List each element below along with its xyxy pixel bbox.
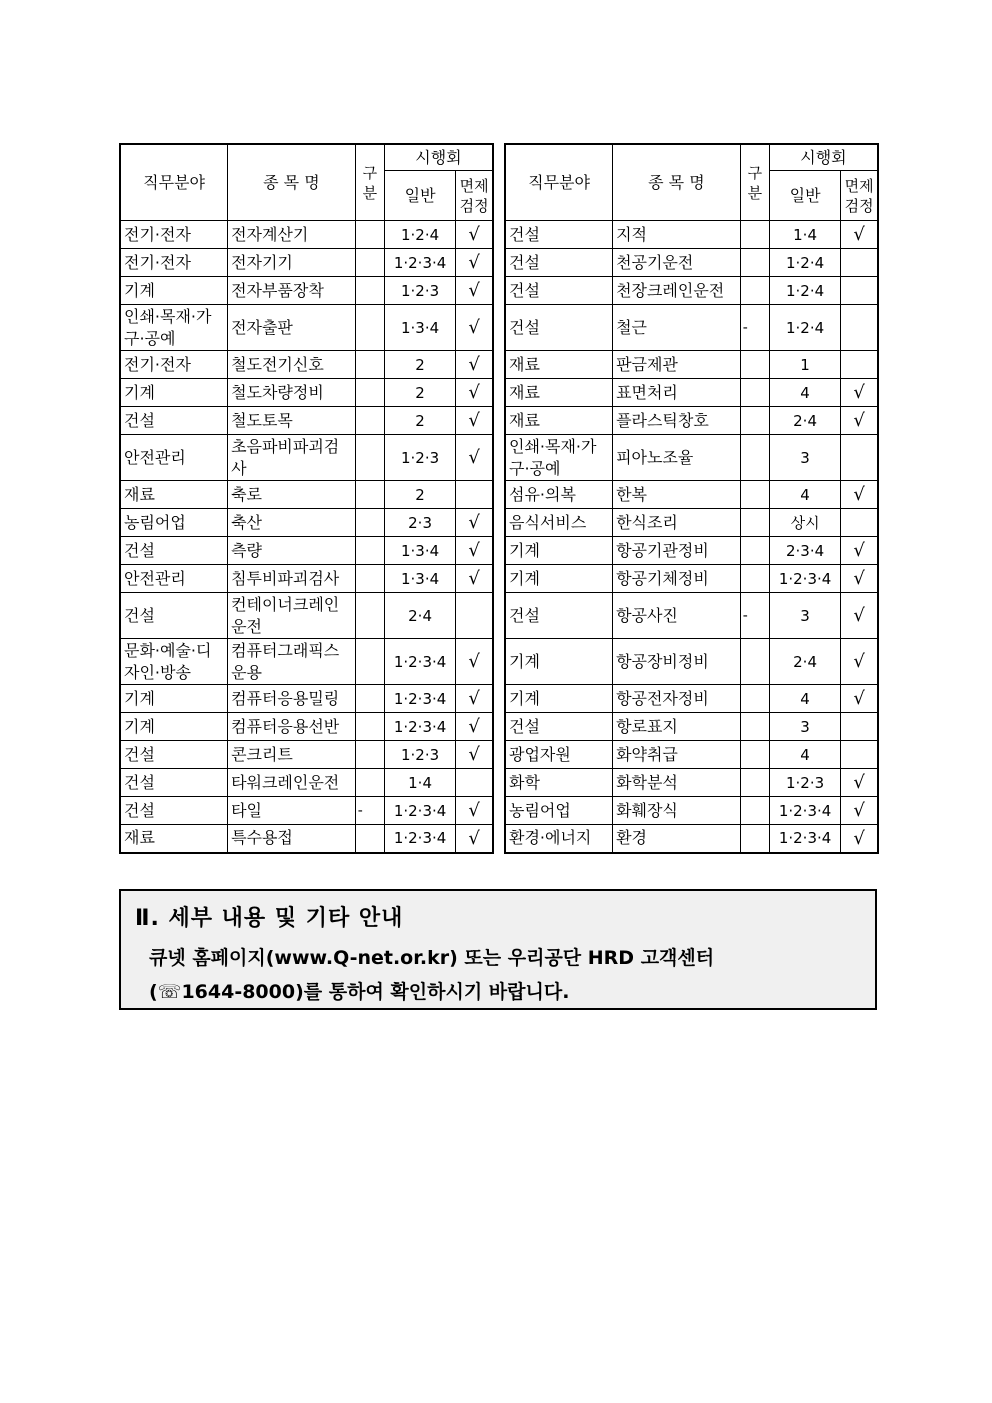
- item-cell: 항공기관정비: [613, 537, 741, 565]
- item-cell: 항공기체정비: [613, 565, 741, 593]
- exempt-cell: √: [841, 221, 878, 249]
- exempt-cell: √: [456, 639, 493, 685]
- general-cell: 1·2·3·4: [769, 797, 840, 825]
- exempt-cell: √: [456, 277, 493, 305]
- exempt-cell: √: [456, 407, 493, 435]
- gubun-cell: [355, 407, 384, 435]
- table-row: [120, 565, 493, 593]
- header-item: 종 목 명: [228, 144, 356, 221]
- general-cell: 3: [769, 435, 840, 481]
- header-session: 시행회: [384, 144, 493, 171]
- item-cell: 침투비파괴검사: [228, 565, 356, 593]
- general-cell: 1·3·4: [384, 565, 455, 593]
- exempt-cell: [841, 249, 878, 277]
- general-cell: 4: [769, 379, 840, 407]
- item-cell: 전자부품장착: [228, 277, 356, 305]
- item-cell: 피아노조율: [613, 435, 741, 481]
- exempt-cell: √: [841, 593, 878, 639]
- table-row: [505, 741, 878, 769]
- field-cell: 건설: [120, 741, 228, 769]
- item-cell: 축로: [228, 481, 356, 509]
- item-cell: 환경: [613, 825, 741, 853]
- table-row: [505, 481, 878, 509]
- general-cell: 2·4: [384, 593, 455, 639]
- general-cell: 3: [769, 713, 840, 741]
- table-row: [120, 537, 493, 565]
- table-row: [120, 713, 493, 741]
- general-cell: 1·2·3·4: [769, 565, 840, 593]
- field-cell: 건설: [120, 797, 228, 825]
- header-exempt: 면제 검정: [841, 171, 878, 221]
- exempt-cell: √: [841, 565, 878, 593]
- exempt-cell: [841, 713, 878, 741]
- gubun-cell: [740, 351, 769, 379]
- gubun-cell: -: [740, 305, 769, 351]
- exempt-cell: [841, 305, 878, 351]
- exempt-cell: [456, 593, 493, 639]
- general-cell: 4: [769, 741, 840, 769]
- table-row: [505, 713, 878, 741]
- gubun-cell: [740, 537, 769, 565]
- field-cell: 전기·전자: [120, 221, 228, 249]
- table-row: [505, 305, 878, 351]
- item-cell: 판금제관: [613, 351, 741, 379]
- gubun-cell: [740, 825, 769, 853]
- field-cell: 화학: [505, 769, 613, 797]
- general-cell: 1·3·4: [384, 537, 455, 565]
- table-row: [505, 221, 878, 249]
- exam-schedule-table-right: [504, 143, 879, 854]
- table-row: [120, 277, 493, 305]
- gubun-cell: [355, 221, 384, 249]
- table-row: [505, 565, 878, 593]
- table-row: [120, 741, 493, 769]
- gubun-cell: [355, 639, 384, 685]
- gubun-cell: [740, 685, 769, 713]
- exam-schedule-table-left: [119, 143, 494, 854]
- table-row: [120, 305, 493, 351]
- item-cell: 전자출판: [228, 305, 356, 351]
- item-cell: 컨테이너크레인운전: [228, 593, 356, 639]
- header-item: 종 목 명: [613, 144, 741, 221]
- exempt-cell: √: [456, 305, 493, 351]
- gubun-cell: -: [355, 797, 384, 825]
- item-cell: 플라스틱창호: [613, 407, 741, 435]
- general-cell: 2·4: [769, 407, 840, 435]
- gubun-cell: [355, 825, 384, 853]
- table-row: [120, 481, 493, 509]
- gubun-cell: [740, 379, 769, 407]
- gubun-cell: [355, 277, 384, 305]
- item-cell: 항공사진: [613, 593, 741, 639]
- header-gubun: 구 분: [740, 144, 769, 221]
- gubun-cell: [355, 379, 384, 407]
- exempt-cell: √: [841, 685, 878, 713]
- field-cell: 기계: [120, 277, 228, 305]
- general-cell: 1·3·4: [384, 305, 455, 351]
- exempt-cell: √: [456, 685, 493, 713]
- header-exempt: 면제 검정: [456, 171, 493, 221]
- item-cell: 화학분석: [613, 769, 741, 797]
- general-cell: 1·2·3·4: [384, 249, 455, 277]
- exempt-cell: √: [456, 351, 493, 379]
- field-cell: 건설: [120, 769, 228, 797]
- gubun-cell: [355, 713, 384, 741]
- gubun-cell: [355, 593, 384, 639]
- general-cell: 3: [769, 593, 840, 639]
- item-cell: 한식조리: [613, 509, 741, 537]
- item-cell: 전자계산기: [228, 221, 356, 249]
- general-cell: 2·3: [384, 509, 455, 537]
- field-cell: 기계: [505, 537, 613, 565]
- table-row: [120, 379, 493, 407]
- gubun-cell: [355, 435, 384, 481]
- item-cell: 항로표지: [613, 713, 741, 741]
- exempt-cell: √: [841, 537, 878, 565]
- gubun-cell: [740, 249, 769, 277]
- exempt-cell: [841, 741, 878, 769]
- table-row: [120, 639, 493, 685]
- gubun-cell: [355, 305, 384, 351]
- field-cell: 문화·예술·디자인·방송: [120, 639, 228, 685]
- gubun-cell: [355, 249, 384, 277]
- field-cell: 기계: [120, 685, 228, 713]
- general-cell: 1·2·4: [769, 277, 840, 305]
- gubun-cell: [740, 509, 769, 537]
- field-cell: 건설: [505, 305, 613, 351]
- gubun-cell: -: [740, 593, 769, 639]
- item-cell: 컴퓨터응용밀링: [228, 685, 356, 713]
- exempt-cell: √: [841, 797, 878, 825]
- field-cell: 건설: [505, 593, 613, 639]
- general-cell: 1·2·4: [769, 305, 840, 351]
- item-cell: 화약취급: [613, 741, 741, 769]
- table-row: [505, 769, 878, 797]
- gubun-cell: [355, 769, 384, 797]
- item-cell: 천장크레인운전: [613, 277, 741, 305]
- item-cell: 타워크레인운전: [228, 769, 356, 797]
- header-general: 일반: [384, 171, 455, 221]
- exempt-cell: √: [456, 741, 493, 769]
- field-cell: 안전관리: [120, 565, 228, 593]
- field-cell: 재료: [120, 481, 228, 509]
- exempt-cell: √: [841, 825, 878, 853]
- general-cell: 2·4: [769, 639, 840, 685]
- exempt-cell: [841, 509, 878, 537]
- field-cell: 기계: [505, 685, 613, 713]
- exempt-cell: √: [841, 639, 878, 685]
- header-general: 일반: [769, 171, 840, 221]
- item-cell: 특수용접: [228, 825, 356, 853]
- field-cell: 농림어업: [120, 509, 228, 537]
- gubun-cell: [740, 639, 769, 685]
- field-cell: 기계: [505, 565, 613, 593]
- item-cell: 철도전기신호: [228, 351, 356, 379]
- table-row: [505, 639, 878, 685]
- field-cell: 건설: [505, 249, 613, 277]
- field-cell: 건설: [120, 593, 228, 639]
- general-cell: 1·2·4: [769, 249, 840, 277]
- table-row: [505, 537, 878, 565]
- table-row: [505, 249, 878, 277]
- item-cell: 초음파비파괴검사: [228, 435, 356, 481]
- field-cell: 기계: [505, 639, 613, 685]
- table-row: [505, 379, 878, 407]
- general-cell: 1: [769, 351, 840, 379]
- general-cell: 1·2·3·4: [384, 713, 455, 741]
- general-cell: 1·2·3·4: [384, 685, 455, 713]
- field-cell: 전기·전자: [120, 351, 228, 379]
- gubun-cell: [740, 481, 769, 509]
- field-cell: 건설: [505, 713, 613, 741]
- item-cell: 타일: [228, 797, 356, 825]
- table-row: [505, 407, 878, 435]
- exempt-cell: √: [841, 481, 878, 509]
- exempt-cell: √: [841, 379, 878, 407]
- notice-line-2: (☏1644-8000)를 통하여 확인하시기 바랍니다.: [149, 981, 570, 1003]
- table-row: [505, 825, 878, 853]
- gubun-cell: [740, 741, 769, 769]
- exempt-cell: [841, 277, 878, 305]
- table-row: [505, 509, 878, 537]
- item-cell: 표면처리: [613, 379, 741, 407]
- gubun-cell: [740, 769, 769, 797]
- table-row: [505, 277, 878, 305]
- header-gubun: 구 분: [355, 144, 384, 221]
- exempt-cell: √: [456, 797, 493, 825]
- field-cell: 재료: [505, 407, 613, 435]
- gubun-cell: [740, 221, 769, 249]
- general-cell: 1·2·3·4: [769, 825, 840, 853]
- exempt-cell: √: [456, 825, 493, 853]
- exempt-cell: √: [456, 221, 493, 249]
- field-cell: 기계: [120, 379, 228, 407]
- table-body-right: [505, 221, 878, 853]
- field-cell: 인쇄·목재·가구·공예: [505, 435, 613, 481]
- gubun-cell: [740, 565, 769, 593]
- exempt-cell: [841, 435, 878, 481]
- general-cell: 1·4: [769, 221, 840, 249]
- item-cell: 철근: [613, 305, 741, 351]
- item-cell: 전자기기: [228, 249, 356, 277]
- table-row: [120, 825, 493, 853]
- item-cell: 철도차량정비: [228, 379, 356, 407]
- general-cell: 상시: [769, 509, 840, 537]
- general-cell: 1·4: [384, 769, 455, 797]
- exempt-cell: [456, 769, 493, 797]
- item-cell: 측량: [228, 537, 356, 565]
- field-cell: 건설: [120, 407, 228, 435]
- header-session: 시행회: [769, 144, 878, 171]
- field-cell: 재료: [505, 351, 613, 379]
- general-cell: 2: [384, 351, 455, 379]
- field-cell: 광업자원: [505, 741, 613, 769]
- table-row: [505, 351, 878, 379]
- gubun-cell: [355, 741, 384, 769]
- table-row: [120, 351, 493, 379]
- table-row: [505, 435, 878, 481]
- table-row: [120, 221, 493, 249]
- exempt-cell: √: [456, 249, 493, 277]
- field-cell: 섬유·의복: [505, 481, 613, 509]
- exempt-cell: √: [841, 407, 878, 435]
- exempt-cell: √: [456, 565, 493, 593]
- header-field: 직무분야: [505, 144, 613, 221]
- general-cell: 1·2·3·4: [384, 797, 455, 825]
- notice-box: [119, 889, 877, 1010]
- header-field: 직무분야: [120, 144, 228, 221]
- item-cell: 항공장비정비: [613, 639, 741, 685]
- exempt-cell: √: [841, 769, 878, 797]
- general-cell: 1·2·4: [384, 221, 455, 249]
- gubun-cell: [355, 565, 384, 593]
- field-cell: 기계: [120, 713, 228, 741]
- general-cell: 1·2·3: [769, 769, 840, 797]
- exempt-cell: √: [456, 537, 493, 565]
- notice-line-1: 큐넷 홈페이지(www.Q-net.or.kr) 또는 우리공단 HRD 고객센터: [149, 947, 715, 969]
- gubun-cell: [740, 435, 769, 481]
- table-row: [120, 593, 493, 639]
- table-row: [120, 509, 493, 537]
- gubun-cell: [355, 685, 384, 713]
- field-cell: 전기·전자: [120, 249, 228, 277]
- item-cell: 축산: [228, 509, 356, 537]
- gubun-cell: [740, 797, 769, 825]
- exempt-cell: √: [456, 713, 493, 741]
- item-cell: 콘크리트: [228, 741, 356, 769]
- general-cell: 4: [769, 481, 840, 509]
- field-cell: 재료: [505, 379, 613, 407]
- table-row: [120, 797, 493, 825]
- exempt-cell: [841, 351, 878, 379]
- general-cell: 4: [769, 685, 840, 713]
- general-cell: 1·2·3·4: [384, 639, 455, 685]
- item-cell: 한복: [613, 481, 741, 509]
- table-row: [505, 797, 878, 825]
- general-cell: 2: [384, 481, 455, 509]
- exempt-cell: √: [456, 509, 493, 537]
- field-cell: 안전관리: [120, 435, 228, 481]
- general-cell: 2: [384, 379, 455, 407]
- gubun-cell: [355, 509, 384, 537]
- table-row: [505, 593, 878, 639]
- general-cell: 2·3·4: [769, 537, 840, 565]
- exempt-cell: [456, 481, 493, 509]
- gubun-cell: [355, 351, 384, 379]
- table-row: [505, 685, 878, 713]
- general-cell: 1·2·3·4: [384, 825, 455, 853]
- item-cell: 컴퓨터응용선반: [228, 713, 356, 741]
- item-cell: 화훼장식: [613, 797, 741, 825]
- general-cell: 2: [384, 407, 455, 435]
- exempt-cell: √: [456, 435, 493, 481]
- general-cell: 1·2·3: [384, 435, 455, 481]
- gubun-cell: [740, 713, 769, 741]
- field-cell: 환경·에너지: [505, 825, 613, 853]
- field-cell: 건설: [120, 537, 228, 565]
- field-cell: 인쇄·목재·가구·공예: [120, 305, 228, 351]
- table-row: [120, 685, 493, 713]
- field-cell: 농림어업: [505, 797, 613, 825]
- item-cell: 지적: [613, 221, 741, 249]
- item-cell: 천공기운전: [613, 249, 741, 277]
- item-cell: 항공전자정비: [613, 685, 741, 713]
- field-cell: 음식서비스: [505, 509, 613, 537]
- field-cell: 재료: [120, 825, 228, 853]
- table-row: [120, 407, 493, 435]
- field-cell: 건설: [505, 277, 613, 305]
- table-body-left: [120, 221, 493, 853]
- item-cell: 컴퓨터그래픽스운용: [228, 639, 356, 685]
- table-row: [120, 769, 493, 797]
- exempt-cell: √: [456, 379, 493, 407]
- gubun-cell: [355, 537, 384, 565]
- general-cell: 1·2·3: [384, 277, 455, 305]
- field-cell: 건설: [505, 221, 613, 249]
- table-row: [120, 435, 493, 481]
- general-cell: 1·2·3: [384, 741, 455, 769]
- gubun-cell: [740, 277, 769, 305]
- item-cell: 철도토목: [228, 407, 356, 435]
- gubun-cell: [355, 481, 384, 509]
- gubun-cell: [740, 407, 769, 435]
- notice-title: Ⅱ. 세부 내용 및 기타 안내: [135, 906, 404, 931]
- table-row: [120, 249, 493, 277]
